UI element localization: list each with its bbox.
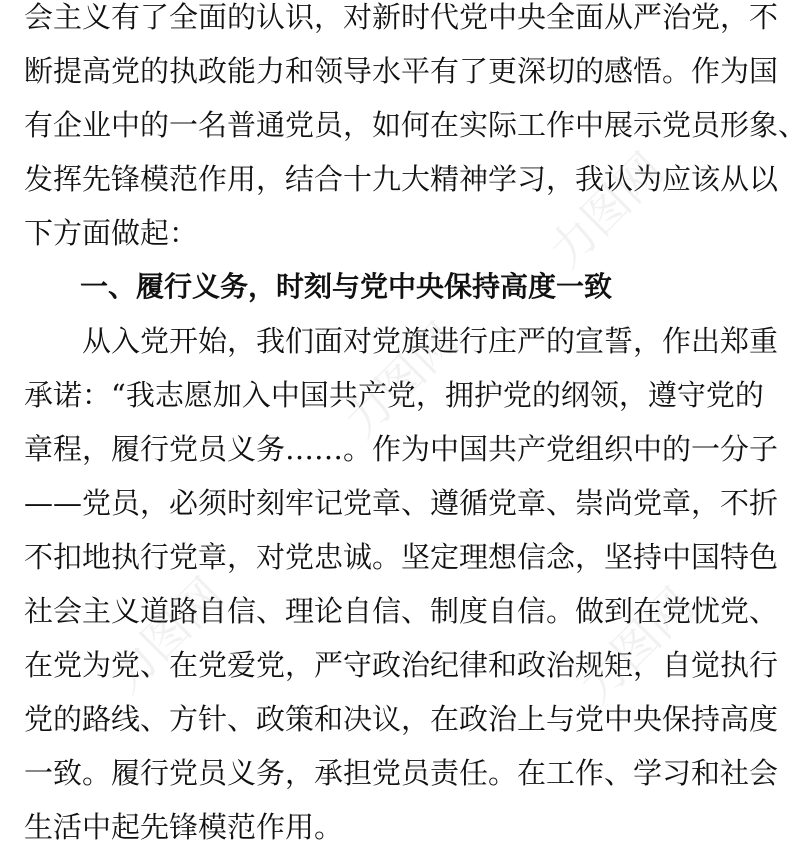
text-line-13: 在党为党、在党爱党，严守政治纪律和政治规矩，自觉执行 — [24, 648, 779, 682]
watermark: 力图网 — [568, 577, 705, 714]
watermark: 力图网 — [333, 312, 470, 449]
text-line-15: 一致。履行党员义务，承担党员责任。在工作、学习和社会 — [24, 756, 779, 790]
text-line-7: 从入党开始，我们面对党旗进行庄严的宣誓，作出郑重 — [24, 324, 779, 358]
text-line-3: 有企业中的一名普通党员，如何在实际工作中展示党员形象、 — [24, 108, 807, 142]
section-heading: 一、履行义务，时刻与党中央保持高度一致 — [24, 270, 613, 303]
watermark: 力图网 — [538, 142, 675, 279]
text-line-10: ——党员，必须时刻牢记党章、遵循党章、崇尚党章，不折 — [24, 486, 779, 520]
text-line-11: 不扣地执行党章，对党忠诚。坚定理想信念，坚持中国特色 — [24, 540, 779, 574]
text-line-16: 生活中起先锋模范作用。 — [24, 810, 344, 844]
text-line-2: 断提高党的执政能力和领导水平有了更深切的感悟。作为国 — [24, 54, 779, 88]
text-line-4: 发挥先锋模范作用，结合十九大精神学习，我认为应该从以 — [24, 162, 779, 196]
text-line-5: 下方面做起： — [24, 216, 199, 250]
text-line-9: 章程，履行党员义务……。作为中国共产党组织中的一分子 — [24, 432, 779, 466]
text-line-8: 承诺：“我志愿加入中国共产党，拥护党的纲领，遵守党的 — [24, 378, 764, 412]
watermark: 力图网 — [98, 567, 235, 704]
text-line-12: 社会主义道路自信、理论自信、制度自信。做到在党忧党、 — [24, 594, 779, 628]
text-line-14: 党的路线、方针、政策和决议，在政治上与党中央保持高度 — [24, 702, 779, 736]
text-line-1: 会主义有了全面的认识，对新时代党中央全面从严治党，不 — [24, 0, 779, 34]
